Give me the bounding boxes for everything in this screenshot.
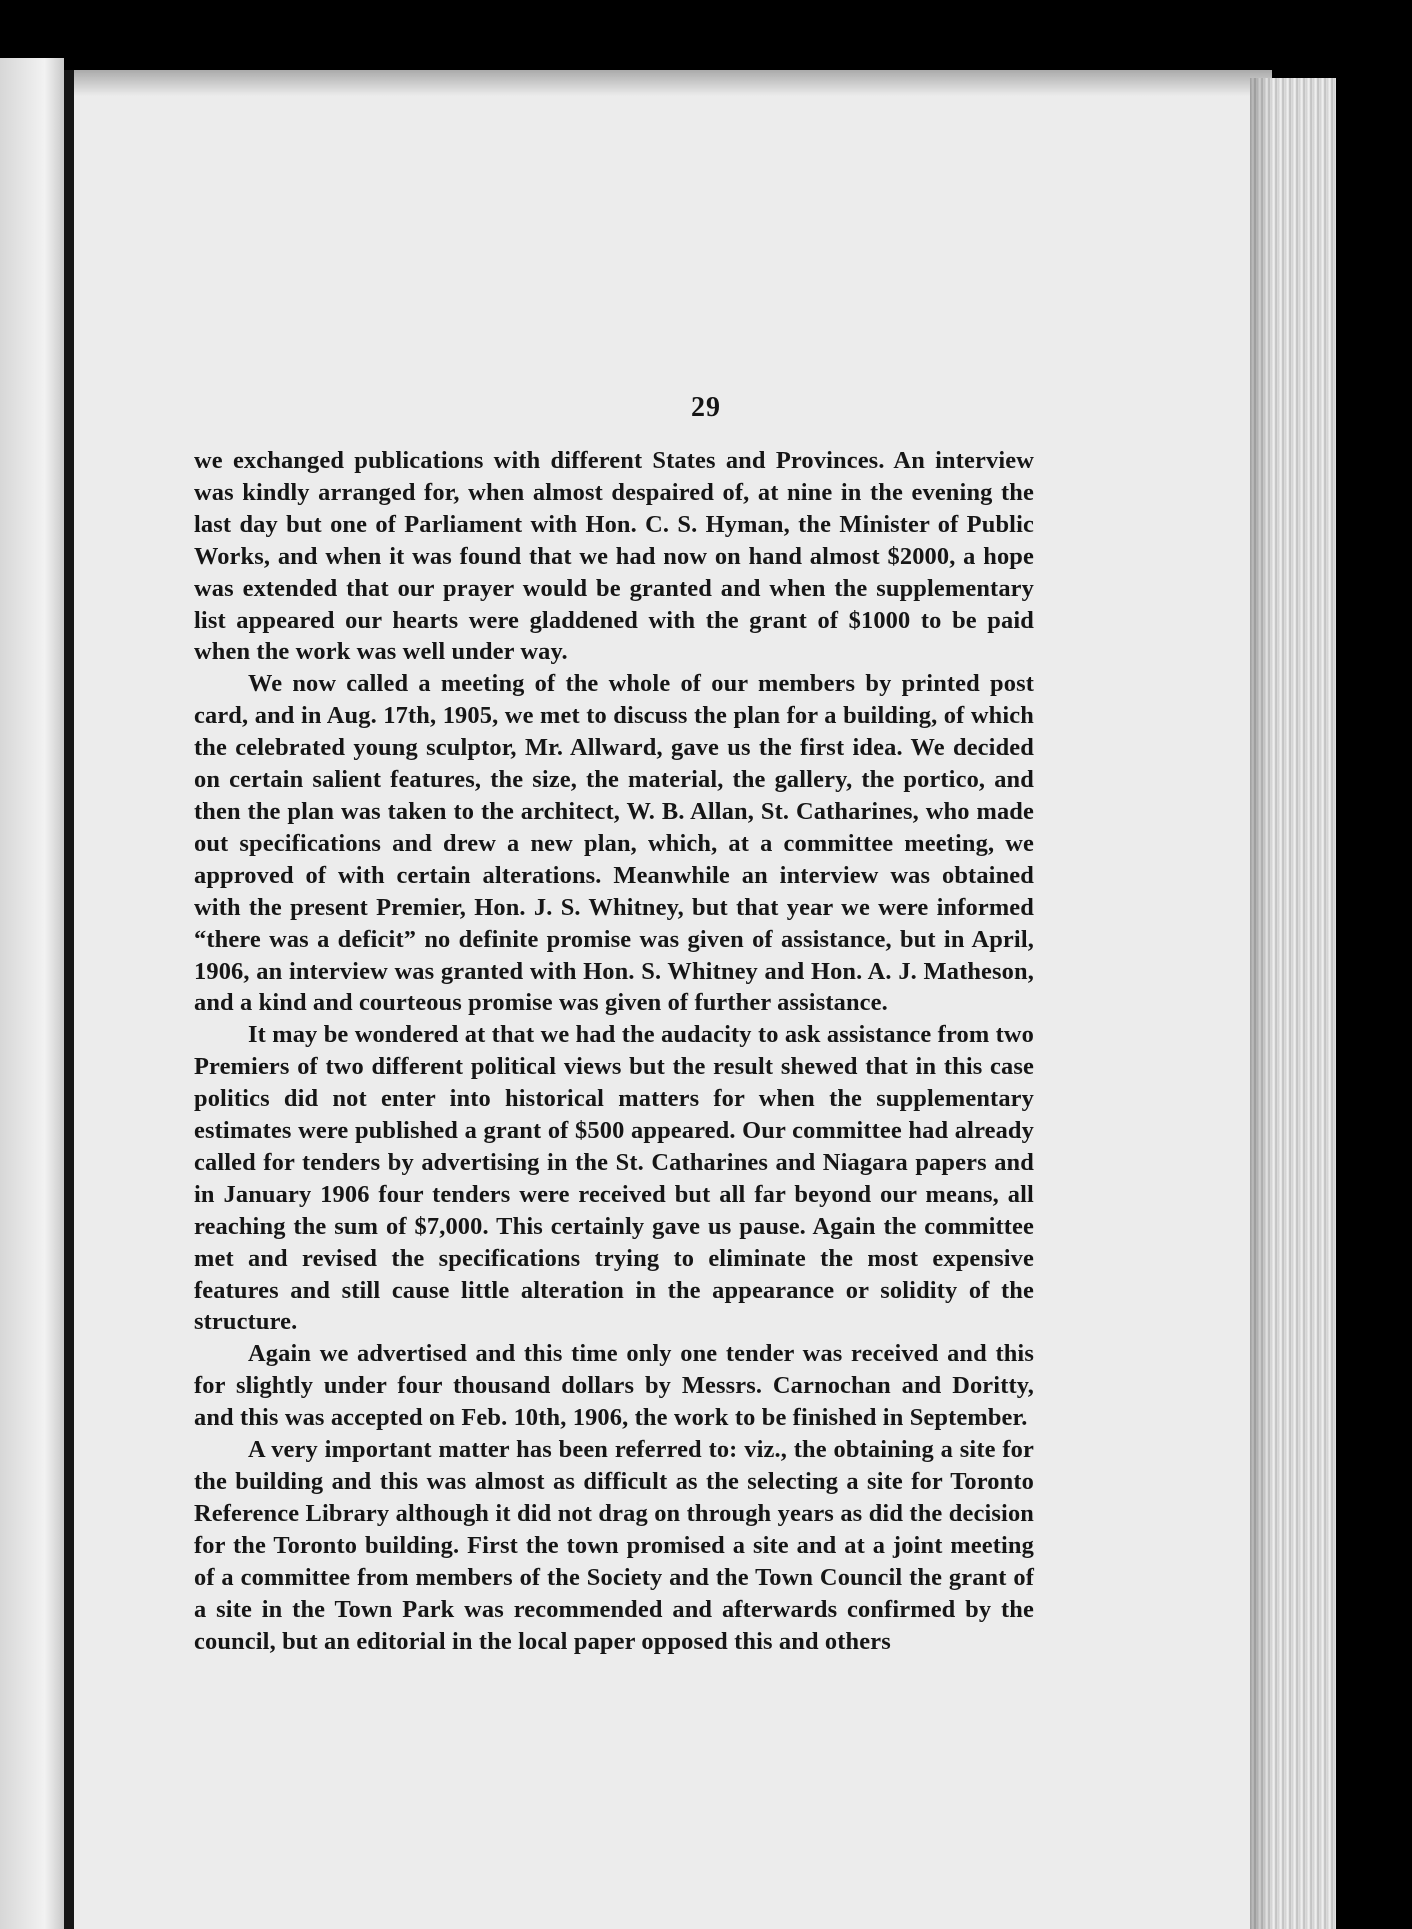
previous-page-edge xyxy=(0,58,64,1929)
page-number: 29 xyxy=(691,392,721,423)
body-text xyxy=(194,445,1034,1885)
gutter-shadow xyxy=(64,70,74,1929)
paragraph-5: A very important matter has been referred to: viz., the obtaining a site for the building and this was almost as difficult as the selecting a site for Toronto Reference Library although it did not drag on through years as did the decision for the Toronto building. First the town promised a site and at a joint meeting of a committee from members of the Society and the Town Council the grant of a site in the Town Park was recommended and afterwards confirmed by the council, but an editorial in the local paper opposed this and others xyxy=(194,1436,1034,1655)
paragraph-3: It may be wondered at that we had the audacity to ask assistance from two Premiers of two different political views but the result shewed that in this case politics did not enter into historical matters for when the supplementary estimates were published a grant of $500 appeared. Our committee had already called for tenders by advertising in the St. Catharines and Niagara papers and in January 1906 four tenders were received but all far beyond our means, all reaching the sum of $7,000. This certainly gave us pause. Again the committee met and revised the specifications trying to eliminate the most expensive features and still cause little alteration in the appearance or solidity of the structure. xyxy=(194,1021,1034,1336)
paragraph-4: Again we advertised and this time only one tender was received and this for slightly under four thousand dollars by Messrs. Carnochan and Doritty, and this was accepted on Feb. 10th, 1906, the work to be finished in September. xyxy=(194,1340,1034,1432)
paragraph-2: We now called a meeting of the whole of our members by printed post card, and in Aug. 17th, 1905, we met to discuss the plan for a building, of which the celebrated young sculptor, Mr. Allward, gave us the first idea. We decided on certain salient features, the size, the material, the gallery, the portico, and then the plan was taken to the architect, W. B. Allan, St. Catharines, who made out specifications and drew a new plan, which, at a committee meeting, we approved of with certain alterations. Meanwhile an interview was obtained with the present Premier, Hon. J. S. Whitney, but that year we were informed “there was a deficit” no definite promise was given of assistance, but in April, 1906, an interview was granted with Hon. S. Whitney and Hon. A. J. Matheson, and a kind and courteous promise was given of further assistance. xyxy=(194,670,1034,1017)
fore-edge-shade xyxy=(1250,78,1272,1929)
page-top-shadow xyxy=(74,70,1272,96)
paragraph-1: we exchanged publications with different States and Provinces. An interview was kindly arranged for, when almost despaired of, at nine in the evening the last day but one of Parliament with Hon. C. S. Hyman, the Minister of Public Works, and when it was found that we had now on hand almost $2000, a hope was extended that our prayer would be granted and when the supplementary list appeared our hearts were gladdened with the grant of $1000 to be paid when the work was well under way. xyxy=(194,447,1034,666)
